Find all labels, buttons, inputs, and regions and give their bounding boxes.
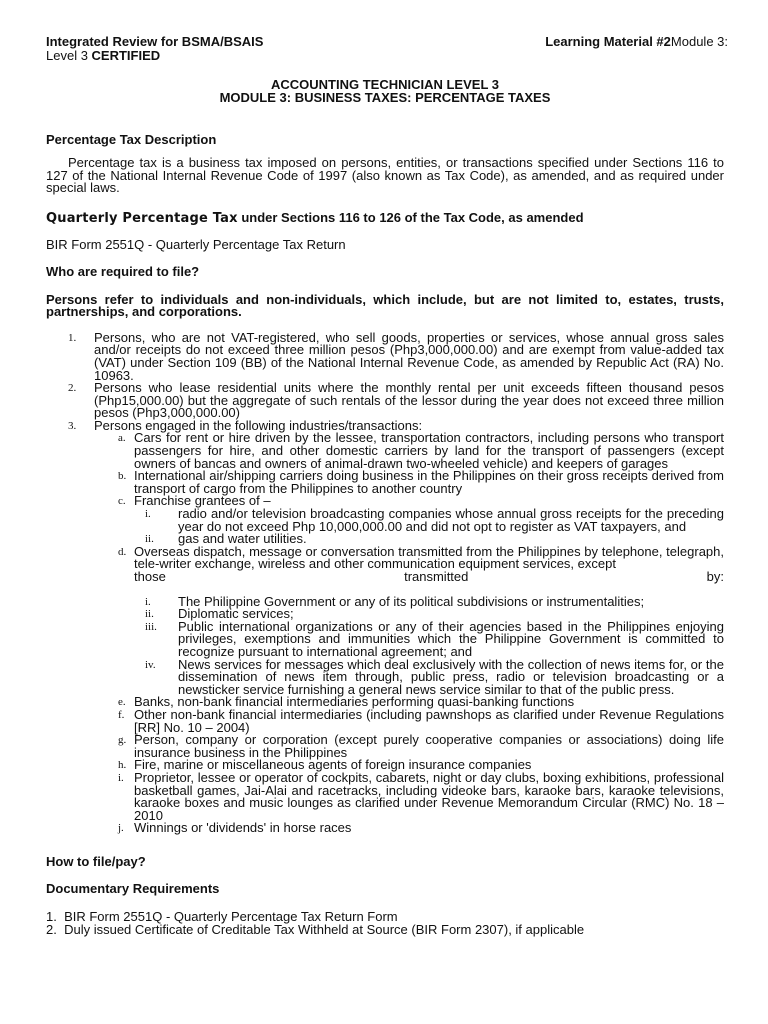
doc-title-line2: MODULE 3: BUSINESS TAXES: PERCENTAGE TAXES <box>219 89 551 105</box>
how-heading: How to file/pay? <box>46 853 146 869</box>
list-item: c. Franchise grantees of – i. radio and/or television broadcasting companies whose annual gross receipts for the preceding year do not exceed Php 10,000,000.00 and did not opt to register as VAT taxpayers, and ii. gas and water utilities. <box>118 493 724 547</box>
list-item: e. Banks, non-bank financial intermediaries performing quasi-banking functions <box>118 694 575 710</box>
list-item: 1. BIR Form 2551Q - Quarterly Percentage Tax Return Form <box>46 909 398 925</box>
docs-heading: Documentary Requirements <box>46 881 220 897</box>
list-item: ii. gas and water utilities. <box>145 531 307 547</box>
franchise-list <box>145 506 724 547</box>
exceptions-list <box>145 593 724 697</box>
quarterly-heading: Quarterly Percentage Tax under Sections 116 to 126 of the Tax Code, as amended <box>46 209 584 226</box>
list-item: 3. Persons engaged in the following industries/transactions: a. Cars for rent or hire driven by the lessee, transportation contractors, including persons who transport passengers for hire, and other domestic carriers by land for the transport of passengers (except owners of bancas and owners of animal-drawn two-wheeled vehicle) and keepers of garages b. International air/shipping carriers doing business in the Philippines on their gross receipts derived from transport of cargo from the Philippines to another country c. Franchise grantees of – i. radio and/or television broadcasting companies whose annual gross receipts for the preceding year do not exceed Php 10,000,000.00 and did not opt to register as VAT taxpayers, and ii. gas and water utilities. d. Overseas dispatch, message or conversation transmitted from the Philippines by telephone, telegraph, tele-writer exchange, wireless and other communication equipment services, except those transmitted by: i. The Philippine Government or any of its political subdivisions or instrumentalities; ii. Diplomatic services; iii. Public international organizations or any of their agencies based in the Philippines enjoying privileges, exemptions and immunities which the Philippine Government is committed to recognize pursuant to international agreement; and iv. News services for messages which deal exclusively with the collection of news items for, or the dissemination of news item through, public press, radio or television broadcasting or a newsticker service furnishing a general news service similar to that of the public press. e. Banks, non-bank financial intermediaries performing quasi-banking functions f. Other non-bank financial intermediaries (including pawnshops as clarified under Revenue Regulations [RR] No. 10 – 2004) g. Person, company or corporation (except purely cooperative companies or associations) doing life insurance business in the Philippines h. Fire, marine or miscellaneous agents of foreign insurance companies i. Proprietor, lessee or operator of cockpits, cabarets, night or day clubs, boxing exhibitions, professional basketball games, Jai-Alai and racetracks, including videoke bars, karaoke bars, karaoke televisions, karaoke boxes and music lounges as clarified under Revenue Memorandum Circular (RMC) No. 18 – 2010 j. Winnings or 'dividends' in horse races <box>68 417 724 836</box>
list-item: i. radio and/or television broadcasting companies whose annual gross receipts for the preceding year do not exceed Php 10,000,000.00 and did not opt to register as VAT taxpayers, and <box>145 506 724 534</box>
course-title: Integrated Review for BSMA/BSAIS <box>46 34 264 49</box>
form-line: BIR Form 2551Q - Quarterly Percentage Tax Return <box>46 237 346 253</box>
list-item: d. Overseas dispatch, message or conversation transmitted from the Philippines by telephone, telegraph, tele-writer exchange, wireless and other communication equipment services, except those transmitted by: i. The Philippine Government or any of its political subdivisions or instrumentalities; ii. Diplomatic services; iii. Public international organizations or any of their agencies based in the Philippines enjoying privileges, exemptions and immunities which the Philippine Government is committed to recognize pursuant to international agreement; and iv. News services for messages which deal exclusively with the collection of news items for, or the dissemination of news item through, public press, radio or television broadcasting or a newsticker service furnishing a general news service similar to that of the public press. <box>118 543 724 697</box>
description-body: Percentage tax is a business tax imposed on persons, entities, or transactions specified under Sections 116 to 127 of the National Internal Revenue Code of 1997 (also known as Tax Code), as amended, and as required under special laws. <box>46 154 724 196</box>
list-item: f. Other non-bank financial intermediaries (including pawnshops as clarified under Revenue Regulations [RR] No. 10 – 2004) <box>118 706 724 735</box>
persons-definition: Persons refer to individuals and non-individuals, which include, but are not limited to, estates, trusts, partnerships, and corporations. <box>46 291 724 320</box>
industries-list <box>118 430 724 836</box>
list-item: i. Proprietor, lessee or operator of cockpits, cabarets, night or day clubs, boxing exhibitions, professional basketball games, Jai-Alai and racetracks, including videoke bars, karaoke bars, karaoke televisions, karaoke boxes and music lounges as clarified under Revenue Memorandum Circular (RMC) No. 18 – 2010 <box>118 769 724 823</box>
level-line: Level 3 CERTIFIED <box>46 47 161 63</box>
list-item: b. International air/shipping carriers doing business in the Philippines on their gross receipts derived from transport of cargo from the Philippines to another country <box>118 468 724 496</box>
list-item: h. Fire, marine or miscellaneous agents of foreign insurance companies <box>118 757 532 773</box>
list-item: 1. Persons, who are not VAT-registered, who sell goods, properties or services, whose annual gross sales and/or receipts do not exceed three million pesos (Php3,000,000.00) and are exempt from value-added tax (VAT) under Section 109 (BB) of the National Internal Revenue Code, as amended by Republic Act (RA) No. 10963. <box>68 329 724 383</box>
list-item: 2. Duly issued Certificate of Creditable Tax Withheld at Source (BIR Form 2307), if applicable <box>46 921 585 937</box>
list-item: j. Winnings or 'dividends' in horse races <box>118 820 352 836</box>
list-item: a. Cars for rent or hire driven by the lessee, transportation contractors, including persons who transport passengers for hire, and other domestic carriers by land for the transport of passengers (except owners of bancas and owners of animal-drawn two-wheeled vehicle) and keepers of garages <box>118 430 724 471</box>
list-item: ii. Diplomatic services; <box>145 606 294 622</box>
list-item: i. The Philippine Government or any of its political subdivisions or instrumentalities; <box>145 593 645 609</box>
who-list <box>46 329 724 836</box>
list-item: g. Person, company or corporation (except purely cooperative companies or associations) doing life insurance business in the Philippines <box>118 732 724 760</box>
list-item: 2. Persons who lease residential units where the monthly rental per unit exceeds fifteen thousand pesos (Php15,000.00) but the aggregate of such rentals of the lessor during the year does not exceed three million pesos (Php3,000,000.00) <box>68 380 724 421</box>
list-item: iii. Public international organizations or any of their agencies based in the Philippines enjoying privileges, exemptions and immunities which the Philippine Government is committed to recognize pursuant to international agreement; and <box>145 618 724 659</box>
learning-material-label: Learning Material #2Module 3: <box>545 34 728 49</box>
description-heading: Percentage Tax Description <box>46 132 217 148</box>
those-transmitted-line: those transmitted by: <box>134 569 724 584</box>
document-page <box>46 34 728 937</box>
list-item: iv. News services for messages which deal exclusively with the collection of news items for, or the dissemination of news item through, public press, radio or television broadcasting or a newsticker service furnishing a general news service similar to that of the public press. <box>145 656 724 697</box>
who-heading: Who are required to file? <box>46 263 200 279</box>
docs-list <box>46 911 724 936</box>
doc-title-line1: ACCOUNTING TECHNICIAN LEVEL 3 <box>271 77 499 93</box>
